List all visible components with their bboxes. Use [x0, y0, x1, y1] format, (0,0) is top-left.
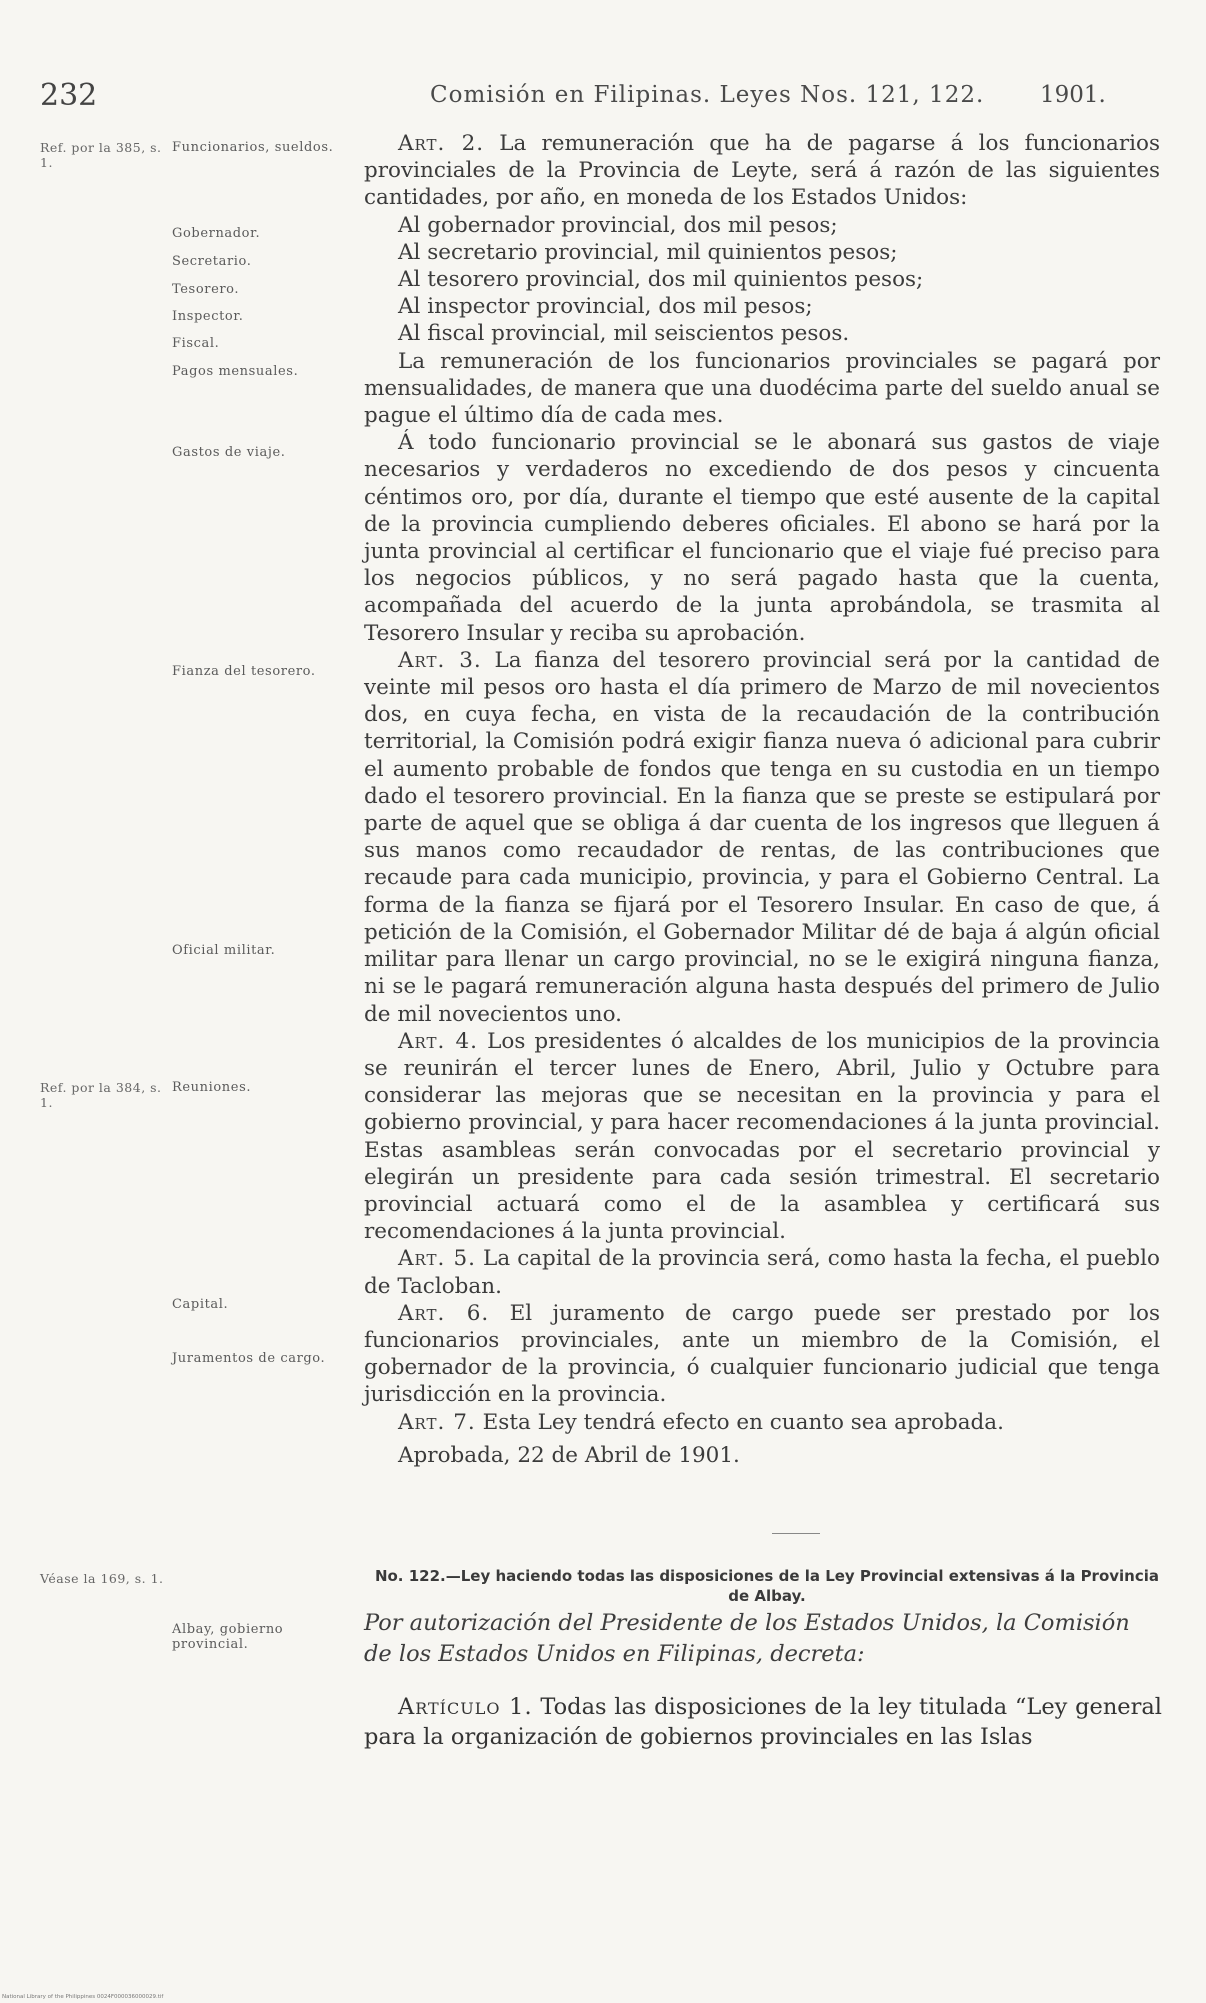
article-5	[364, 1245, 1160, 1299]
article-label: Art. 3.	[398, 647, 482, 673]
paragraph: Á todo funcionario provincial se le abonará sus gastos de viaje necesarios y verdaderos no excediendo de dos pesos y cincuenta céntimos oro, por día, durante el tiempo que esté ausente de la capital de la provincia cumpliendo deberes oficiales. El abono se hará por la junta provincial al certificar el funcionario que el viaje fué preciso para los negocios públicos, y no será pagado hasta que la cuenta, acompañada del acuerdo de la junta aprobándola, se trasmita al Tesorero Insular y reciba su aprobación.	[364, 430, 1160, 646]
law-121-text	[364, 130, 1160, 1469]
article-6	[364, 1300, 1160, 1409]
running-head: Comisión en Filipinas. Leyes Nos. 121, 122.	[430, 82, 985, 108]
salary-line: Al tesorero provincial, dos mil quinientos pesos;	[398, 267, 924, 293]
article-text: La capital de la provincia será, como hasta la fecha, el pueblo de Tacloban.	[364, 1246, 1161, 1299]
salary-line: Al inspector provincial, dos mil pesos;	[398, 294, 813, 320]
margin-note-funcionarios: Funcionarios, sueldos.	[172, 140, 334, 155]
margin-reference: Véase la 169, s. 1.	[40, 1571, 164, 1586]
article-label: Art. 5.	[398, 1246, 476, 1272]
running-head-year: 1901.	[1040, 82, 1106, 108]
scan-credit: National Library of the Philippines 0024F000036000029.tif	[2, 1994, 164, 2000]
article-text: El juramento de cargo puede ser prestado por los funcionarios provinciales, ante un miembro de la Comisión, el gobernador de la provincia, ó cualquier funcionario judicial que tenga jurisdicción en la provincia.	[364, 1300, 1160, 1408]
law-122-title: No. 122.—Ley haciendo todas las disposiciones de la Ley Provincial extensivas á la Provincia de Albay.	[374, 1567, 1160, 1605]
margin-note-gastos: Gastos de viaje.	[172, 445, 286, 460]
law-122-article-1	[364, 1692, 1162, 1752]
margin-note-fiscal: Fiscal.	[172, 336, 220, 351]
margin-reference: Ref. por la 385, s. 1.	[40, 140, 162, 170]
article-label: Art. 6.	[398, 1300, 490, 1326]
salary-line: Al fiscal provincial, mil seiscientos pesos.	[398, 321, 850, 347]
page-header	[40, 78, 1110, 118]
law-122-enacting-clause: Por autorización del Presidente de los Estados Unidos, la Comisión de los Estados Unidos en Filipinas, decreta:	[364, 1610, 1130, 1667]
margin-note-fianza: Fianza del tesorero.	[172, 664, 316, 679]
article-2	[364, 130, 1160, 212]
approval-date: Aprobada, 22 de Abril de 1901.	[398, 1442, 740, 1468]
margin-reference: Ref. por la 384, s. 1.	[40, 1080, 162, 1110]
page-number: 232	[40, 78, 98, 113]
article-4	[364, 1028, 1160, 1246]
article-label: Art. 4.	[398, 1028, 478, 1054]
article-text: La fianza del tesorero provincial será por la cantidad de veinte mil pesos oro hasta el día primero de Marzo de mil novecientos dos, en cuya fecha, en vista de la recaudación de la contribución territorial, la Comisión podrá exigir fianza nueva ó adicional para cubrir el aumento probable de fondos que tenga en su custodia en un tiempo dado el tesorero provincial. En la fianza que se preste se estipulará por parte de aquel que se obliga á dar cuenta de los ingresos que lleguen á sus manos como recaudador de rentas, de las contribuciones que recaude para cada municipio, provincia, y para el Gobierno Central. La forma de la fianza se fijará por el Tesorero Insular. En caso de que, á petición de la Comisión, el Gobernador Militar dé de baja á algún oficial militar para llenar un cargo provincial, no se le exigirá ninguna fianza, ni se le pagará remuneración alguna hasta después del primero de Julio de mil novecientos uno.	[364, 647, 1160, 1027]
paragraph: La remuneración de los funcionarios provinciales se pagará por mensualidades, de manera que una duodécima parte del sueldo anual se pague el último día de cada mes.	[364, 348, 1160, 429]
article-7	[364, 1409, 1160, 1436]
article-label: Artículo 1.	[398, 1694, 533, 1720]
salary-line: Al secretario provincial, mil quinientos pesos;	[398, 239, 898, 265]
margin-note-pagos: Pagos mensuales.	[172, 364, 299, 379]
article-3	[364, 647, 1160, 1028]
article-label: Art. 7.	[398, 1409, 476, 1435]
margin-note-secretario: Secretario.	[172, 254, 252, 269]
article-label: Art. 2.	[398, 131, 485, 156]
margin-note-oficial: Oficial militar.	[172, 943, 276, 958]
margin-note-juramentos: Juramentos de cargo.	[172, 1351, 326, 1366]
section-divider	[772, 1533, 820, 1534]
article-text: Todas las disposiciones de la ley titulada “Ley general para la organización de gobiernos provinciales en las Islas	[364, 1694, 1162, 1750]
margin-note-tesorero: Tesorero.	[172, 282, 240, 297]
margin-note-capital: Capital.	[172, 1297, 229, 1312]
margin-note-inspector: Inspector.	[172, 309, 244, 324]
article-text: La remuneración que ha de pagarse á los funcionarios provinciales de la Provincia de Leyte, será á razón de las siguientes cantidades, por año, en moneda de los Estados Unidos:	[364, 131, 1160, 211]
salary-line: Al gobernador provincial, dos mil pesos;	[398, 212, 838, 238]
article-text: Esta Ley tendrá efecto en cuanto sea aprobada.	[482, 1409, 1004, 1435]
margin-note-albay: Albay, gobierno provincial.	[172, 1622, 284, 1652]
article-text: Los presidentes ó alcaldes de los municipios de la provincia se reunirán el tercer lunes de Enero, Abril, Julio y Octubre para considerar las mejoras que se necesitan en la provincia y para el gobierno provincial, y para hacer recomendaciones á la junta provincial. Estas asambleas serán convocadas por el secretario provincial y elegirán un presidente para cada sesión trimestral. El secretario provincial actuará como el de la asamblea y certificará sus recomendaciones á la junta provincial.	[364, 1028, 1160, 1245]
margin-note-gobernador: Gobernador.	[172, 226, 261, 241]
margin-note-reuniones: Reuniones.	[172, 1080, 252, 1095]
